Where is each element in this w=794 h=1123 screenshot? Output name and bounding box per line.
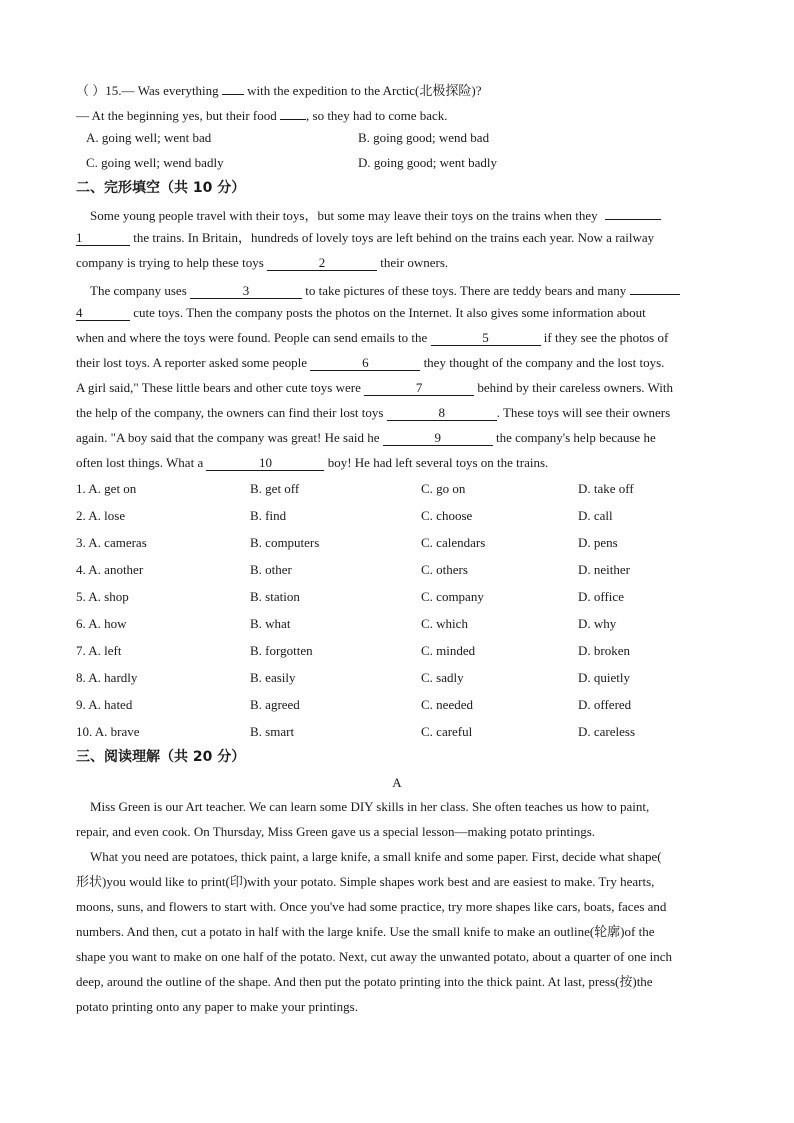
- blank-1: 1: [76, 231, 130, 246]
- blank-9: 9: [383, 431, 493, 446]
- reading-line: numbers. And then, cut a potato in half with the large knife. Use the small knife to make an outline(轮廓)of the: [76, 924, 655, 939]
- cloze-option: D. call: [578, 508, 613, 523]
- cloze-option: 7. A. left: [76, 643, 122, 658]
- blank-8: 8: [387, 406, 497, 421]
- q15-reply-blank: [280, 105, 306, 120]
- cloze-option: D. office: [578, 589, 624, 604]
- q15-blank: [222, 80, 244, 95]
- cloze-option: C. needed: [421, 697, 473, 712]
- section-heading-cloze: 二、完形填空（共 10 分）: [76, 180, 246, 196]
- blank-7: 7: [364, 381, 474, 396]
- blank-4: 4: [76, 306, 130, 321]
- cloze-option: D. offered: [578, 697, 632, 712]
- reading-line: What you need are potatoes, thick paint, a large knife, a small knife and some paper. First, decide what shape(: [90, 849, 662, 864]
- cloze-option: 8. A. hardly: [76, 670, 138, 685]
- cloze-option: 2. A. lose: [76, 508, 126, 523]
- cloze-option: D. quietly: [578, 670, 630, 685]
- blank-3: 3: [190, 284, 302, 299]
- cloze-option: C. others: [421, 562, 468, 577]
- cloze-line-11: often lost things. What a 10 boy! He had left several toys on the trains.: [76, 455, 549, 470]
- q15-option-c: C. going well; wend badly: [86, 155, 224, 170]
- cloze-option: 1. A. get on: [76, 481, 137, 496]
- cloze-option: C. calendars: [421, 535, 486, 550]
- cloze-line-3: company is trying to help these toys 2 their owners.: [76, 255, 449, 270]
- cloze-line-9: the help of the company, the owners can find their lost toys 8 . These toys will see their owners: [76, 405, 671, 420]
- blank-6: 6: [310, 356, 420, 371]
- cloze-option: 4. A. another: [76, 562, 144, 577]
- cloze-option: C. minded: [421, 643, 476, 658]
- cloze-option: D. neither: [578, 562, 630, 577]
- cloze-option: 6. A. how: [76, 616, 127, 631]
- cloze-option: D. pens: [578, 535, 618, 550]
- cloze-option: D. broken: [578, 643, 630, 658]
- reading-line: shape you want to make on one half of the potato. Next, cut away the unwanted potato, about a quarter of one inch: [76, 949, 673, 964]
- blank-10: 10: [206, 456, 324, 471]
- cloze-option: 3. A. cameras: [76, 535, 147, 550]
- q15-option-d: D. going good; went badly: [358, 155, 498, 170]
- cloze-line-4: The company uses 3 to take pictures of these toys. There are teddy bears and many: [90, 280, 680, 299]
- cloze-option: B. agreed: [250, 697, 300, 712]
- reading-line: potato printing onto any paper to make your printings.: [76, 999, 358, 1014]
- reading-line: Miss Green is our Art teacher. We can learn some DIY skills in her class. She often teaches us how to paint,: [90, 799, 650, 814]
- cloze-line-8: A girl said," These little bears and other cute toys were 7 behind by their careless owners. With: [76, 380, 673, 395]
- answer-bracket: （ ）: [76, 83, 106, 98]
- reading-line: repair, and even cook. On Thursday, Miss Green gave us a special lesson—making potato printings.: [76, 824, 595, 839]
- cloze-option: B. forgotten: [250, 643, 313, 658]
- cloze-option: D. take off: [578, 481, 634, 496]
- cloze-line-10: again. "A boy said that the company was great! He said he 9 the company's help because he: [76, 430, 656, 445]
- q15-option-a: A. going well; went bad: [86, 130, 212, 145]
- cloze-option: B. other: [250, 562, 292, 577]
- cloze-option: C. sadly: [421, 670, 464, 685]
- cloze-option: B. station: [250, 589, 300, 604]
- cloze-option: 9. A. hated: [76, 697, 133, 712]
- section-heading-reading: 三、阅读理解（共 20 分）: [76, 749, 246, 765]
- cloze-option: B. what: [250, 616, 291, 631]
- passage-label: A: [392, 775, 402, 790]
- cloze-option: B. easily: [250, 670, 296, 685]
- reading-line: 形状)you would like to print(印)with your potato. Simple shapes work best and are easiest to make. Try hearts,: [76, 874, 655, 889]
- cloze-option: C. choose: [421, 508, 473, 523]
- q15-stem: （ ）15.— Was everything with the expedition to the Arctic(北极探险)?: [76, 80, 481, 99]
- reading-line: moons, suns, and flowers to start with. Once you've had some practice, try more shapes like cars, boats, faces and: [76, 899, 667, 914]
- cloze-option: 5. A. shop: [76, 589, 129, 604]
- cloze-option: D. why: [578, 616, 617, 631]
- cloze-option: C. careful: [421, 724, 473, 739]
- cloze-option: 10. A. brave: [76, 724, 140, 739]
- cloze-option: C. which: [421, 616, 468, 631]
- cloze-option: B. smart: [250, 724, 295, 739]
- cloze-line-7: their lost toys. A reporter asked some people 6 they thought of the company and the lost toys.: [76, 355, 665, 370]
- cloze-line-6: when and where the toys were found. People can send emails to the 5 if they see the photos of: [76, 330, 669, 345]
- q15-reply: — At the beginning yes, but their food , so they had to come back.: [76, 105, 448, 124]
- cloze-line-1: Some young people travel with their toys，but some may leave their toys on the trains when they: [90, 205, 661, 224]
- cloze-line-5: 4 cute toys. Then the company posts the photos on the Internet. It also gives some information about: [76, 305, 646, 320]
- q15-option-b: B. going good; wend bad: [358, 130, 490, 145]
- cloze-option: B. computers: [250, 535, 320, 550]
- cloze-option: C. company: [421, 589, 484, 604]
- cloze-option: B. get off: [250, 481, 300, 496]
- cloze-option: C. go on: [421, 481, 466, 496]
- reading-line: deep, around the outline of the shape. And then put the potato printing into the thick paint. At last, press(按)the: [76, 974, 653, 989]
- blank-2: 2: [267, 256, 377, 271]
- cloze-option: D. careless: [578, 724, 636, 739]
- blank-5: 5: [431, 331, 541, 346]
- cloze-line-2: 1 the trains. In Britain，hundreds of lovely toys are left behind on the trains each year. Now a railway: [76, 230, 655, 245]
- cloze-option: B. find: [250, 508, 287, 523]
